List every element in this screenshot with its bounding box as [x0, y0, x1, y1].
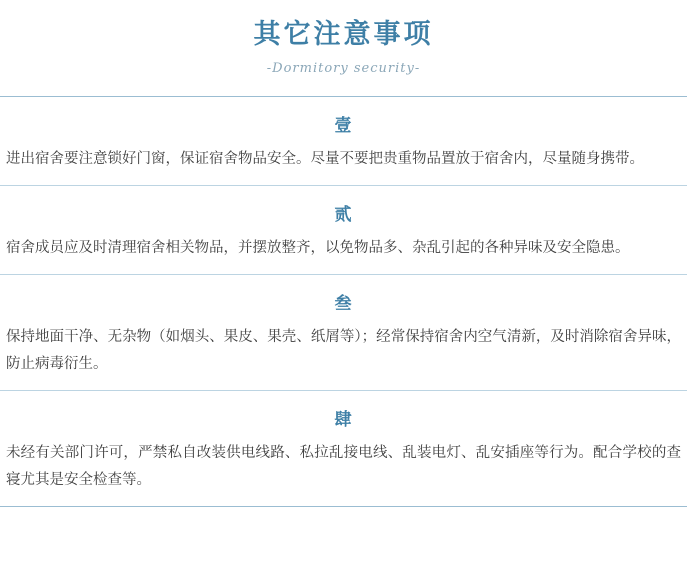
item-text: 进出宿舍要注意锁好门窗，保证宿舍物品安全。尽量不要把贵重物品置放于宿舍内，尽量随身携带。: [6, 151, 644, 167]
item-number: 贰: [334, 205, 353, 225]
page-header: [0, 0, 687, 76]
list-item: [0, 97, 687, 186]
list-item: [0, 391, 687, 506]
item-number: 肆: [334, 410, 353, 430]
notice-list: [0, 96, 687, 507]
list-item: [0, 275, 687, 391]
item-number: 叁: [334, 294, 353, 314]
page-subtitle: -Dormitory security-: [266, 61, 421, 76]
list-item: [0, 186, 687, 275]
page-title: 其它注意事项: [253, 19, 434, 50]
item-text: 未经有关部门许可，严禁私自改装供电线路、私拉乱接电线、乱装电灯、乱安插座等行为。配合学校的查寝尤其是安全检查等。: [6, 445, 681, 488]
item-number: 壹: [334, 116, 353, 136]
item-text: 宿舍成员应及时清理宿舍相关物品，并摆放整齐，以免物品多、杂乱引起的各种异味及安全隐患。: [6, 240, 630, 256]
item-text: 保持地面干净、无杂物（如烟头、果皮、果壳、纸屑等）；经常保持宿舍内空气清新，及时消除宿舍异味，防止病毒衍生。: [6, 329, 681, 372]
